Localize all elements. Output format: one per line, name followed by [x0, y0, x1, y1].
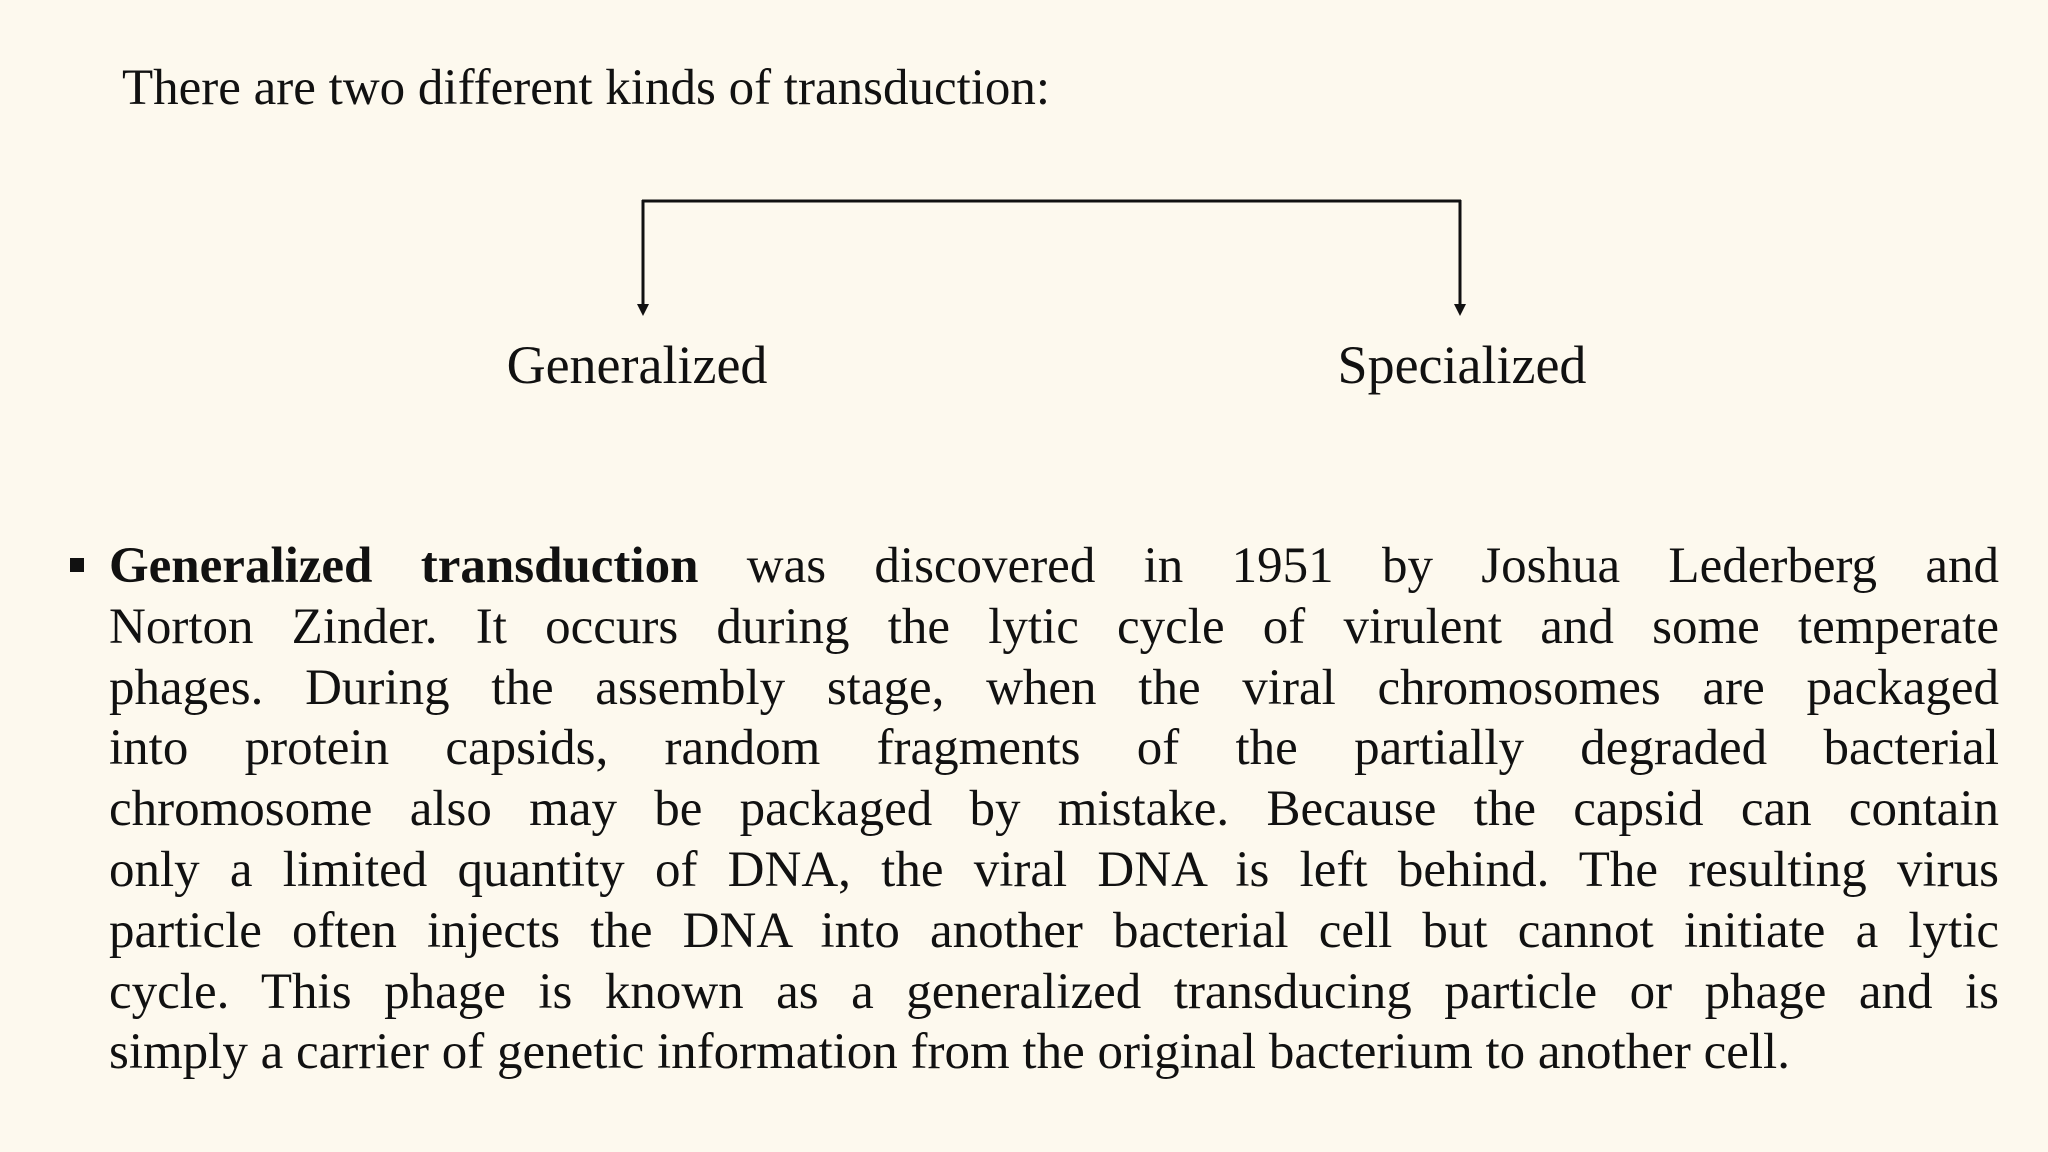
- paragraph-line: particle often injects the DNA into another bacterial cell but cannot initiate a lytic: [109, 902, 1999, 959]
- arrowhead-right-icon: [1454, 304, 1466, 316]
- arrowhead-left-icon: [637, 304, 649, 316]
- paragraph-line: only a limited quantity of DNA, the viral DNA is left behind. The resulting virus: [109, 841, 1999, 898]
- paragraph-line: cycle. This phage is known as a generalized transducing particle or phage and is: [109, 963, 1999, 1020]
- bullet-square-icon: [70, 558, 84, 572]
- paragraph-line: into protein capsids, random fragments of the partially degraded bacterial: [109, 720, 1999, 777]
- branch-label-specialized: Specialized: [1337, 335, 1587, 395]
- paragraph-line: phages. During the assembly stage, when the viral chromosomes are packaged: [109, 659, 1999, 716]
- paragraph-line: chromosome also may be packaged by mistake. Because the capsid can contain: [109, 781, 1999, 838]
- branch-connector-lines: [642, 200, 1461, 304]
- bullet-paragraph: [109, 536, 1999, 1083]
- bold-term: Generalized transduction: [109, 538, 699, 594]
- paragraph-line: simply a carrier of genetic information from the original bacterium to another cell.: [109, 1024, 1790, 1081]
- paragraph-line-text: was discovered in 1951 by Joshua Lederberg and: [698, 538, 1999, 594]
- intro-text: There are two different kinds of transduction:: [122, 60, 1051, 116]
- paragraph-line: [109, 536, 1999, 597]
- paragraph-line: Norton Zinder. It occurs during the lytic cycle of virulent and some temperate: [109, 598, 1999, 655]
- branch-label-generalized: Generalized: [506, 335, 768, 395]
